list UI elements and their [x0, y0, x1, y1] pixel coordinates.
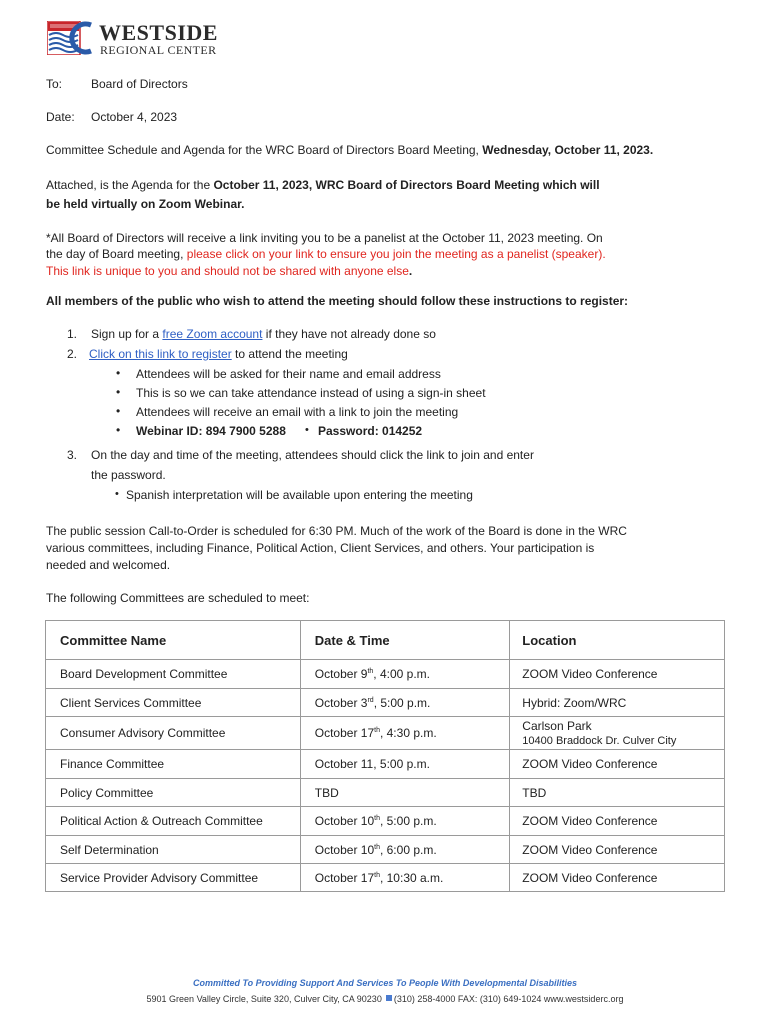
webinar-password: Password: 014252 [318, 424, 423, 438]
step-3-line-1: On the day and time of the meeting, attendees should click the link to join and enter [91, 448, 534, 462]
date-text: October 11, 5:00 p.m. [314, 757, 430, 771]
location-text: ZOOM Video Conference [522, 814, 658, 828]
time-text: , 5:00 p.m. [379, 814, 437, 828]
square-bullet-icon [386, 995, 392, 1001]
committee-schedule-line [46, 142, 653, 158]
step-3-line-2: the password. [91, 468, 166, 482]
panelist-note-2 [46, 246, 606, 262]
date-ordinal-suffix: th [374, 871, 380, 879]
step-1 [91, 326, 436, 342]
webinar-id: Webinar ID: 894 7900 5288 [136, 424, 286, 438]
logo-subtitle: REGIONAL CENTER [100, 43, 217, 57]
location-text: Hybrid: Zoom/WRC [522, 695, 627, 710]
date-label: Date: [46, 110, 75, 124]
date-ordinal-suffix: rd [367, 696, 374, 704]
date-time-cell [300, 689, 510, 717]
committees-intro: The following Committees are scheduled to meet: [46, 591, 310, 605]
westside-logo-emblem [47, 21, 93, 55]
panelist-note-1: *All Board of Directors will receive a link inviting you to be a panelist at the October 11, 2023 meeting. On [46, 231, 603, 245]
date-ordinal-suffix: th [374, 727, 380, 734]
committee-name-cell: Consumer Advisory Committee [46, 717, 301, 750]
step-1-text-end: if they have not already done so [262, 327, 436, 341]
committee-name-cell: Service Provider Advisory Committee [46, 864, 301, 892]
location-cell [510, 779, 725, 807]
location-text: ZOOM Video Conference [522, 667, 658, 681]
bullet-icon: • [116, 423, 121, 437]
time-text: , 4:00 p.m. [373, 667, 430, 681]
bullet-item-attendance: This is so we can take attendance instead of using a sign-in sheet [136, 386, 486, 400]
date-text: October 3 [314, 695, 368, 710]
date-time-cell [300, 660, 510, 689]
location-cell [510, 689, 725, 717]
date-time-cell [300, 864, 510, 892]
date-ordinal-suffix: th [367, 668, 374, 675]
to-value: Board of Directors [91, 77, 188, 91]
location-text: ZOOM Video Conference [522, 757, 658, 771]
date-ordinal-suffix: th [374, 843, 380, 851]
date-time-cell [300, 836, 510, 864]
location-cell [510, 717, 725, 750]
spanish-interpretation: Spanish interpretation will be available upon entering the meeting [126, 488, 473, 502]
unique-link-warning: This link is unique to you and should not be shared with anyone else [46, 264, 409, 278]
attached-text: Attached, is the Agenda for the [46, 178, 214, 192]
date-ordinal-suffix: th [374, 815, 380, 822]
bullet-icon: • [305, 424, 309, 436]
virtual-line: be held virtually on Zoom Webinar. [46, 197, 245, 211]
panelist-note-3 [46, 263, 412, 279]
table-row [46, 689, 725, 717]
bullet-icon: • [116, 385, 121, 399]
date-text: October 10 [314, 814, 375, 828]
location-cell [510, 864, 725, 892]
committee-name-cell: Self Determination [46, 836, 301, 864]
step-1-text: Sign up for a [91, 327, 163, 341]
location-cell [510, 807, 725, 836]
step-1-number: 1. [67, 327, 78, 341]
bullet-icon: • [116, 366, 121, 380]
date-time-cell [300, 717, 510, 750]
time-text: , 4:30 p.m. [379, 726, 437, 740]
table-row [46, 864, 725, 892]
time-text: , 10:30 a.m. [379, 870, 444, 885]
table-row [46, 750, 725, 779]
date-text: TBD [314, 785, 339, 800]
date-text: October 17 [314, 726, 375, 740]
committee-name-cell: Client Services Committee [46, 689, 301, 717]
date-value: October 4, 2023 [91, 110, 178, 124]
table-row [46, 836, 725, 864]
location-address: 10400 Braddock Dr. Culver City [522, 734, 677, 747]
attached-line [46, 177, 600, 193]
table-row [46, 807, 725, 836]
time-text: , 5:00 p.m. [373, 695, 431, 710]
public-session-line-3: needed and welcomed. [46, 558, 171, 572]
header-location: Location [510, 621, 725, 660]
header-date-time: Date & Time [300, 621, 510, 660]
footer-tagline: Committed To Providing Support And Services To People With Developmental Disabilities [193, 978, 577, 988]
register-link[interactable]: Click on this link to register [89, 347, 232, 361]
public-session-line-2: various committees, including Finance, Political Action, Client Services, and others. Your participation is [46, 541, 595, 555]
table-row [46, 660, 725, 689]
committee-name-cell: Finance Committee [46, 750, 301, 779]
time-text: , 6:00 p.m. [379, 842, 437, 857]
location-text: ZOOM Video Conference [522, 870, 658, 885]
committee-name-cell: Political Action & Outreach Committee [46, 807, 301, 836]
header-committee-name: Committee Name [46, 621, 301, 660]
attached-bold: October 11, 2023, WRC Board of Directors Board Meeting which will [213, 178, 600, 192]
table-row [46, 717, 725, 750]
date-text: October 9 [314, 667, 368, 681]
location-cell [510, 660, 725, 689]
schedule-text: Committee Schedule and Agenda for the WRC Board of Directors Board Meeting, [46, 143, 483, 157]
date-time-cell [300, 807, 510, 836]
committee-schedule-table [45, 620, 725, 892]
free-zoom-account-link[interactable]: free Zoom account [162, 327, 263, 341]
meeting-date-bold: Wednesday, October 11, 2023. [482, 143, 654, 157]
date-text: October 10 [314, 842, 375, 857]
location-cell [510, 750, 725, 779]
date-time-cell [300, 750, 510, 779]
public-instructions-heading: All members of the public who wish to attend the meeting should follow these instructions to register: [46, 294, 629, 308]
step-2-number: 2. [67, 347, 78, 361]
footer-phone-web: (310) 258-4000 FAX: (310) 649-1024 www.westsiderc.org [393, 994, 624, 1004]
table-row [46, 779, 725, 807]
committee-name-cell: Board Development Committee [46, 660, 301, 689]
step-2 [89, 346, 348, 362]
location-cell [510, 836, 725, 864]
committee-name-cell: Policy Committee [46, 779, 301, 807]
logo-name: WESTSIDE [99, 20, 218, 45]
location-text: ZOOM Video Conference [522, 842, 658, 857]
table-header-row [46, 621, 725, 660]
bullet-item-email-link: Attendees will receive an email with a link to join the meeting [136, 405, 459, 419]
step-2-text-end: to attend the meeting [231, 347, 348, 361]
panelist-warning-red: please click on your link to ensure you join the meeting as a panelist (speaker). [186, 247, 606, 261]
to-label: To: [46, 77, 63, 91]
bullet-icon: • [116, 404, 121, 418]
step-3-number: 3. [67, 448, 78, 462]
date-time-cell [300, 779, 510, 807]
date-text: October 17 [314, 870, 375, 885]
bullet-icon: • [115, 488, 119, 500]
unique-link-period: . [408, 264, 413, 278]
location-text: Carlson Park [522, 718, 592, 733]
location-text: TBD [522, 785, 547, 800]
panelist-note-2-text: the day of Board meeting, [46, 247, 187, 261]
public-session-line-1: The public session Call-to-Order is scheduled for 6:30 PM. Much of the work of the Board is done in the WRC [46, 524, 627, 538]
bullet-item-name-email: Attendees will be asked for their name and email address [136, 367, 441, 381]
footer-contact [0, 993, 770, 1005]
footer-address: 5901 Green Valley Circle, Suite 320, Culver City, CA 90230 [146, 994, 382, 1004]
